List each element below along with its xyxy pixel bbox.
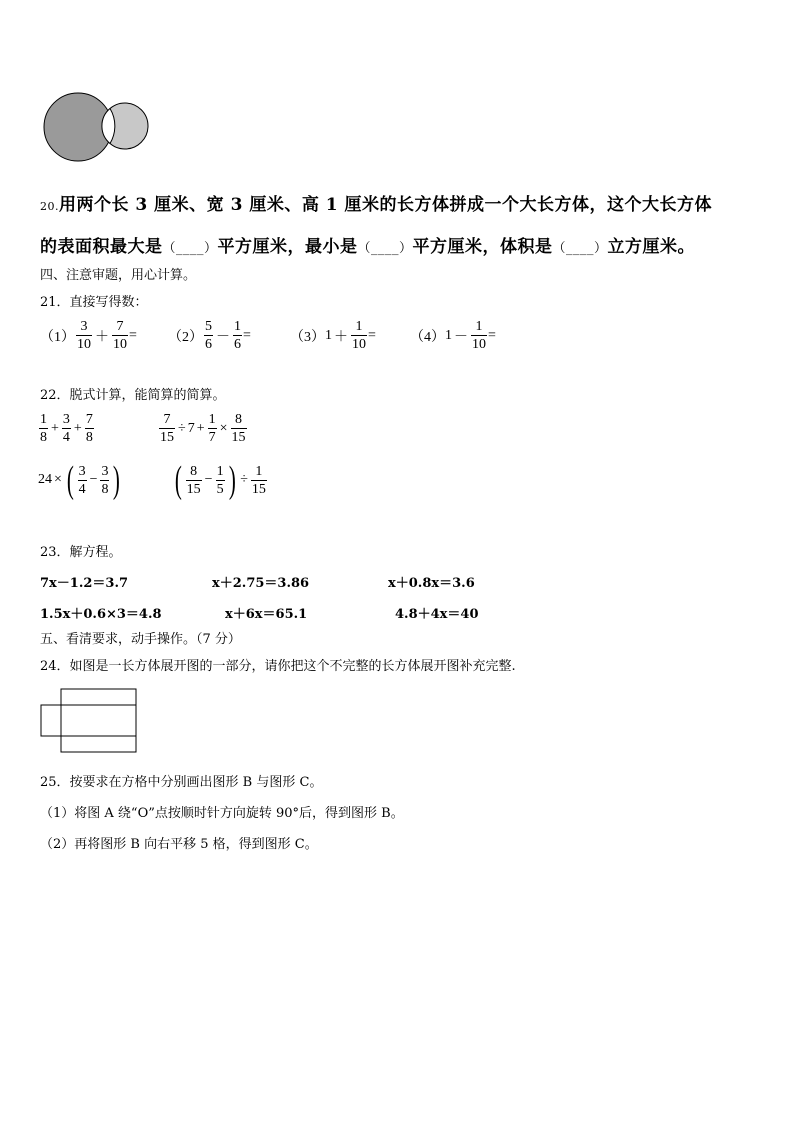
equation-3: x＋0.8x＝3.6: [388, 576, 475, 591]
q21-item-1: [40, 318, 137, 353]
net-top-face: [61, 689, 136, 705]
operator: －: [454, 329, 468, 345]
q25-step-2: （2）再将图形 B 向右平移 5 格，得到图形 C。: [40, 837, 318, 852]
equation-6: 4.8＋4x＝40: [395, 607, 479, 622]
fraction: $\frac{1}{15}$: [251, 463, 266, 497]
operator: +: [196, 420, 205, 436]
q20-number: 20.: [40, 200, 59, 213]
q21-item-3: [290, 318, 376, 353]
q21-title: 21．直接写得数：: [40, 295, 148, 310]
operator: －: [216, 329, 230, 345]
fraction: $\frac{8}{15}$: [186, 463, 201, 497]
operator: ×: [219, 420, 228, 436]
operator: −: [204, 472, 213, 487]
q22-title: 22．脱式计算，能简算的简算。: [40, 388, 226, 403]
fraction: $\frac{3}{4}$: [62, 412, 70, 445]
fraction: $\frac{5}{6}$: [205, 319, 212, 352]
q20-line2: [40, 232, 695, 257]
cuboid-net-figure: [40, 688, 140, 754]
equals-sign: =: [488, 327, 496, 343]
fraction: $\frac{3}{4}$: [78, 463, 86, 497]
operator: −: [89, 472, 98, 487]
fraction: $\frac{3}{10}$: [77, 319, 91, 352]
operator: +: [73, 420, 82, 436]
item-label: （2）: [168, 329, 203, 345]
operator: ＋: [334, 329, 348, 345]
section5-title: 五、看清要求，动手操作。（7 分）: [40, 632, 241, 647]
fraction: $\frac{7}{10}$: [113, 319, 127, 352]
q25-step-1: （1）将图 A 绕“O”点按顺时针方向旋转 90°后，得到图形 B。: [40, 806, 404, 821]
item-label: （1）: [40, 329, 75, 345]
fraction: $\frac{7}{15}$: [160, 412, 174, 445]
equation-1: 7x－1.2＝3.7: [40, 576, 129, 591]
left-paren: (: [174, 459, 182, 501]
fraction: $\frac{8}{15}$: [231, 412, 246, 445]
equals-sign: =: [368, 327, 376, 343]
whole-number: 7: [187, 420, 195, 436]
q20-text-b: 平方厘米，最小是: [217, 237, 358, 257]
q21-item-4: [410, 318, 496, 353]
left-paren: (: [66, 459, 74, 501]
fraction: $\frac{1}{5}$: [216, 463, 224, 497]
q20-line1: [40, 190, 712, 215]
q25-title: 25．按要求在方格中分别画出图形 B 与图形 C。: [40, 775, 323, 790]
right-paren: ): [228, 459, 236, 501]
equation-5: x＋6x＝65.1: [225, 607, 308, 622]
item-label: （4）: [410, 329, 445, 345]
answer-blank-1[interactable]: （____）: [162, 241, 218, 256]
q22-expression-1: [38, 411, 95, 446]
item-label: （3）: [290, 329, 325, 345]
q24-title: 24．如图是一长方体展开图的一部分，请你把这个不完整的长方体展开图补充完整.: [40, 659, 516, 674]
operator: ÷: [240, 472, 248, 487]
q22-expression-3: [38, 460, 123, 500]
circles-figure: [40, 88, 155, 168]
answer-blank-2[interactable]: （____）: [357, 241, 413, 256]
equals-sign: =: [243, 327, 251, 343]
fraction: $\frac{1}{7}$: [208, 412, 216, 445]
right-paren: ): [113, 459, 121, 501]
q20-text-a: 的表面积最大是: [40, 237, 163, 257]
fraction: $\frac{1}{10}$: [352, 319, 366, 352]
fraction: $\frac{1}{8}$: [40, 412, 47, 445]
q23-title: 23．解方程。: [40, 545, 122, 560]
fraction: $\frac{3}{8}$: [101, 463, 109, 497]
q20-text-c: 平方厘米，体积是: [412, 237, 553, 257]
operator: ×: [54, 472, 62, 487]
fraction: $\frac{1}{6}$: [234, 319, 241, 352]
net-front-face: [61, 705, 136, 736]
q20-text-line1: 用两个长 3 厘米、宽 3 厘米、高 1 厘米的长方体拼成一个大长方体，这个大长方体: [59, 195, 712, 215]
q22-expression-4: [172, 460, 268, 500]
operator: +: [51, 420, 59, 436]
whole-number: 1: [445, 327, 452, 343]
operator: ＋: [95, 329, 109, 345]
equation-4: 1.5x＋0.6×3＝4.8: [40, 607, 162, 622]
equals-sign: =: [129, 327, 137, 343]
whole-number: 24: [38, 472, 52, 487]
fraction: $\frac{7}{8}$: [85, 412, 93, 445]
equation-2: x＋2.75＝3.86: [212, 576, 310, 591]
net-bottom-face: [61, 736, 136, 752]
q21-item-2: [168, 318, 251, 353]
answer-blank-3[interactable]: （____）: [552, 241, 608, 256]
fraction: $\frac{1}{10}$: [472, 319, 486, 352]
operator: ÷: [178, 420, 186, 436]
whole-number: 1: [325, 327, 332, 343]
section4-title: 四、注意审题，用心计算。: [40, 268, 197, 283]
q20-text-d: 立方厘米。: [607, 237, 696, 257]
q22-expression-2: [158, 411, 248, 446]
net-left-face: [41, 705, 61, 736]
